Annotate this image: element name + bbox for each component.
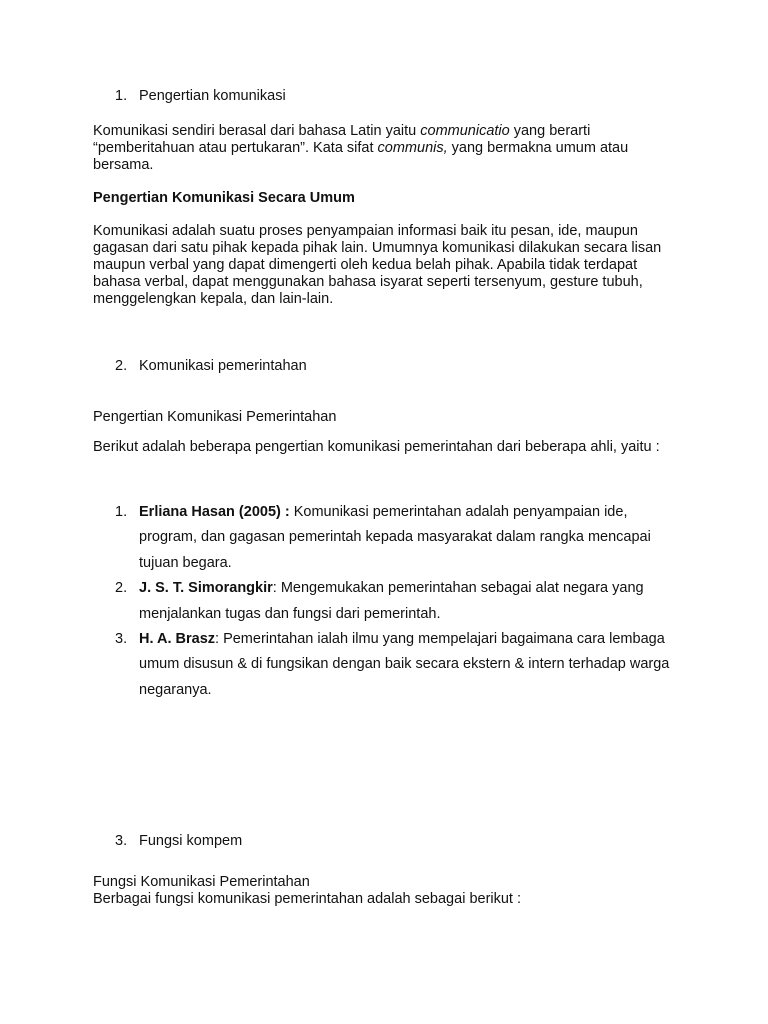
expert-definition: : Mengemukakan pemerintahan sebagai alat negara yang menjalankan tugas dan fungsi dari pemerintah. (139, 580, 644, 622)
intro-text-3: yang bermakna umum atau bersama. (93, 140, 629, 173)
section-title: Pengertian komunikasi (139, 88, 286, 104)
list-item-number: 2. (115, 580, 128, 597)
general-heading: Pengertian Komunikasi Secara Umum (93, 190, 355, 206)
list-item (115, 500, 675, 576)
functions-subheading: Fungsi Komunikasi Pemerintahan (93, 874, 310, 890)
section-heading-3 (115, 833, 615, 850)
expert-definition: : Pemerintahan ialah ilmu yang mempelajari bagaimana cara lembaga umum disusun & di fungsikan dengan baik secara ekstern & intern terhadap warga negaranya. (139, 631, 670, 698)
section-title: Komunikasi pemerintahan (139, 358, 307, 374)
expert-name: Erliana Hasan (2005) : (139, 504, 290, 520)
government-lead: Berikut adalah beberapa pengertian komunikasi pemerintahan dari beberapa ahli, yaitu : (93, 439, 660, 455)
section-title: Fungsi kompem (139, 833, 243, 849)
intro-term-communis: communis, (377, 140, 448, 156)
intro-term-communicatio: communicatio (420, 123, 510, 139)
government-subheading: Pengertian Komunikasi Pemerintahan (93, 409, 337, 425)
expert-name: J. S. T. Simorangkir (139, 580, 273, 597)
section-heading-1 (115, 88, 615, 105)
general-paragraph: Komunikasi adalah suatu proses penyampaian informasi baik itu pesan, ide, maupun gagasan dari satu pihak kepada pihak lain. Umumnya komunikasi dilakukan secara lisan maupun verbal yang dapat dimengerti oleh kedua belah pihak. Apabila tidak terdapat bahasa verbal, dapat menggunakan bahasa isyarat seperti tersenyum, gesture tubuh, menggelengkan kepala, dan lain-lain. (93, 223, 662, 307)
section-number: 3. (115, 833, 128, 849)
intro-paragraph (93, 123, 673, 174)
expert-name: H. A. Brasz (139, 631, 216, 648)
intro-text-2: yang berarti “pemberitahuan atau pertukaran”. Kata sifat (93, 123, 591, 156)
expert-definition: Komunikasi pemerintahan adalah penyampaian ide, program, dan gagasan pemerintah kepada masyarakat dalam rangka mencapai tujuan begara. (139, 504, 651, 571)
list-item (115, 627, 675, 703)
section-number: 1. (115, 88, 128, 104)
intro-text-1: Komunikasi sendiri berasal dari bahasa Latin yaitu (93, 123, 421, 139)
list-item-number: 3. (115, 631, 128, 648)
list-item-number: 1. (115, 504, 128, 520)
section-number: 2. (115, 358, 128, 374)
list-item (115, 576, 675, 627)
functions-lead: Berbagai fungsi komunikasi pemerintahan adalah sebagai berikut : (93, 891, 522, 907)
section-heading-2 (115, 358, 615, 375)
experts-list (115, 500, 675, 703)
